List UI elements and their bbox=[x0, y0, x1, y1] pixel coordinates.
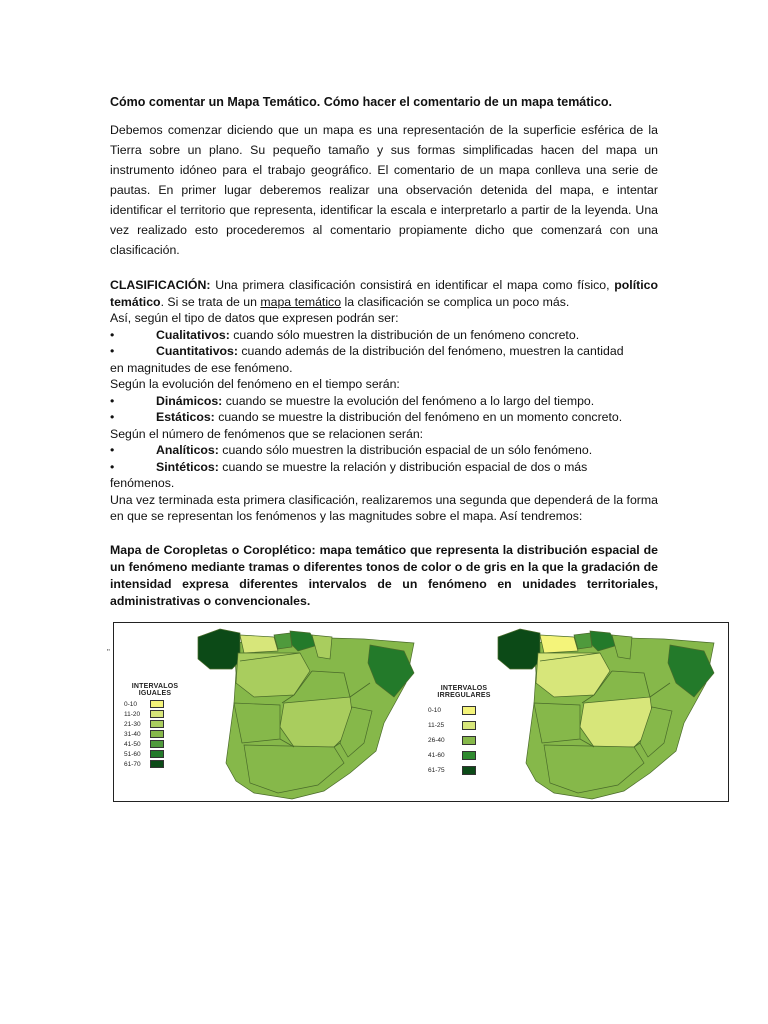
bullet-cuantitativos: • Cuantitativos: cuando además de la distribución del fenómeno, muestren la cantidad bbox=[110, 344, 624, 358]
document-title: Cómo comentar un Mapa Temático. Cómo hacer el comentario de un mapa temático. bbox=[110, 95, 612, 109]
legend-label: 11-20 bbox=[124, 710, 141, 718]
sinteticos-continuation: fenómenos. bbox=[110, 476, 175, 490]
clasificacion-intro: CLASIFICACIÓN: Una primera clasificación consistirá en identificar el mapa como físico, político temático. Si se trata de un mapa temático la clasificación se complica un poco más. bbox=[110, 278, 658, 309]
legend-title-line2: IGUALES bbox=[138, 690, 172, 697]
legend-swatch bbox=[150, 740, 164, 748]
legend-swatch bbox=[150, 760, 164, 768]
bullet-dot: • bbox=[110, 344, 115, 358]
legend-label: 0-10 bbox=[124, 700, 138, 708]
legend-swatch bbox=[462, 721, 476, 730]
clasificacion-section bbox=[110, 277, 658, 525]
legend-item bbox=[428, 718, 504, 733]
legend-item bbox=[428, 703, 504, 718]
coropletas-term: Mapa de Coropletas o Coroplético: bbox=[110, 542, 316, 557]
legend-label: 0-10 bbox=[428, 707, 442, 714]
legend-intervalos-iguales bbox=[120, 683, 190, 769]
legend-swatch bbox=[462, 706, 476, 715]
legend-label: 61-70 bbox=[124, 760, 141, 768]
legend-label: 21-30 bbox=[124, 720, 141, 728]
segunda-clasificacion: Una vez terminada esta primera clasificación, realizaremos una segunda que dependerá de la forma en que se representan los fenómenos y las magnitudes sobre el mapa. Así tendremos: bbox=[110, 492, 658, 523]
map-intervalos-iguales bbox=[198, 629, 414, 799]
bullet-dot: • bbox=[110, 410, 115, 424]
legend-label: 61-75 bbox=[428, 767, 445, 774]
legend-item bbox=[124, 729, 190, 739]
region-asturias bbox=[240, 635, 278, 653]
legend-item bbox=[428, 763, 504, 778]
legend-label: 31-40 bbox=[124, 730, 141, 738]
legend-intervalos-irregulares bbox=[424, 685, 504, 778]
legend-swatch bbox=[150, 720, 164, 728]
stray-mark: " bbox=[107, 648, 110, 657]
legend-title-line1: INTERVALOS bbox=[440, 685, 488, 692]
legend-item bbox=[124, 749, 190, 759]
legend-title-line1: INTERVALOS bbox=[131, 683, 179, 690]
legend-rows bbox=[424, 703, 504, 778]
choropleth-figure bbox=[113, 622, 729, 802]
legend-label: 26-40 bbox=[428, 737, 445, 744]
legend-item bbox=[124, 709, 190, 719]
tipo-datos-line: Así, según el tipo de datos que expresen podrán ser: bbox=[110, 311, 399, 325]
numero-line: Según el número de fenómenos que se relacionen serán: bbox=[110, 426, 424, 441]
region-asturias bbox=[540, 635, 578, 653]
bullet-dot: • bbox=[110, 443, 115, 457]
bullet-dot: • bbox=[110, 327, 115, 342]
clasificacion-heading: CLASIFICACIÓN: bbox=[110, 278, 211, 292]
legend-rows bbox=[120, 699, 190, 769]
legend-swatch bbox=[150, 750, 164, 758]
legend-label: 51-60 bbox=[124, 750, 141, 758]
evolucion-line: Según la evolución del fenómeno en el tiempo serán: bbox=[110, 377, 400, 391]
legend-swatch bbox=[150, 700, 164, 708]
legend-swatch bbox=[150, 730, 164, 738]
legend-swatch bbox=[150, 710, 164, 718]
spain-maps-illustration bbox=[114, 623, 728, 801]
legend-item bbox=[124, 699, 190, 709]
legend-swatch bbox=[462, 736, 476, 745]
bullet-analiticos: • Analíticos: cuando sólo muestren la distribución espacial de un sólo fenómeno. bbox=[110, 443, 593, 457]
bullet-dot: • bbox=[110, 459, 115, 474]
bullet-sinteticos: • Sintéticos: cuando se muestre la relación y distribución espacial de dos o más bbox=[110, 459, 588, 474]
mapa-tematico-underlined: mapa temático bbox=[260, 294, 342, 309]
bullet-dinamicos: • Dinámicos: cuando se muestre la evolución del fenómeno a lo largo del tiempo. bbox=[110, 393, 595, 408]
region-galicia bbox=[198, 629, 240, 669]
region-extremadura bbox=[534, 703, 580, 743]
region-galicia bbox=[498, 629, 540, 669]
legend-label: 11-25 bbox=[428, 722, 445, 729]
map-intervalos-irregulares bbox=[498, 629, 714, 799]
legend-item bbox=[124, 759, 190, 769]
legend-item bbox=[428, 748, 504, 763]
cuantitativos-continuation: en magnitudes de ese fenómeno. bbox=[110, 360, 293, 375]
bullet-cualitativos: • Cualitativos: cuando sólo muestren la distribución de un fenómeno concreto. bbox=[110, 327, 580, 342]
bullet-estaticos: • Estáticos: cuando se muestre la distribución del fenómeno en un momento concreto. bbox=[110, 410, 623, 424]
coropletas-paragraph: Mapa de Coropletas o Coroplético: mapa temático que representa la distribución espacial de un fenómeno mediante tramas o diferentes tonos de color o de gris en la que la gradación de intensidad expresa diferentes intervalos de un fenómeno en unidades territoriales, administrativas o convencionales. bbox=[110, 542, 658, 608]
legend-item bbox=[124, 719, 190, 729]
legend-item bbox=[124, 739, 190, 749]
legend-item bbox=[428, 733, 504, 748]
intro-paragraph: Debemos comenzar diciendo que un mapa es una representación de la superficie esférica de la Tierra sobre un plano. Su pequeño tamaño y sus formas simplificadas hacen del mapa un instrumento idóneo para el trabajo geográfico. El comentario de un mapa conlleva una serie de pautas. En primer lugar deberemos realizar una observación detenida del mapa, e intentar identificar el territorio que representa, identificar la escala e interpretarlo a partir de la leyenda. Una vez realizado esto procederemos al comentario propiamente dicho que comenzará con una clasificación. bbox=[110, 123, 658, 257]
legend-label: 41-60 bbox=[428, 752, 445, 759]
legend-swatch bbox=[462, 766, 476, 775]
region-extremadura bbox=[234, 703, 280, 743]
legend-swatch bbox=[462, 751, 476, 760]
bullet-dot: • bbox=[110, 393, 115, 408]
document-body bbox=[110, 95, 658, 610]
legend-title-line2: IRREGULARES bbox=[437, 692, 491, 699]
legend-label: 41-50 bbox=[124, 740, 141, 748]
